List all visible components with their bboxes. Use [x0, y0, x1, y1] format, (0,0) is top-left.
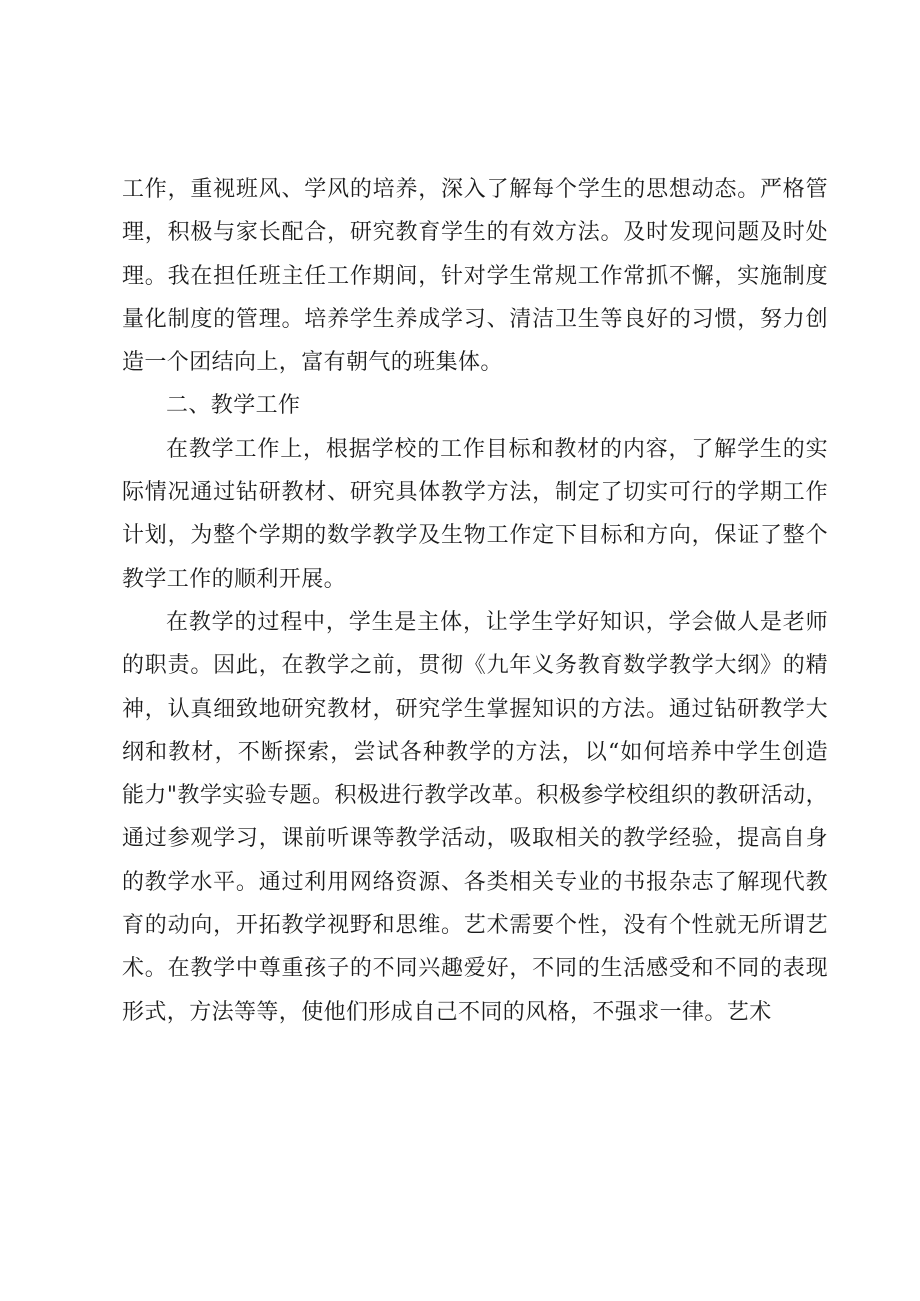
paragraph-teaching-plan: 在教学工作上，根据学校的工作目标和教材的内容，了解学生的实际情况通过钻研教材、研究具体教学方法，制定了切实可行的学期工作计划，为整个学期的数学教学及生物工作定下目标和方向，保证了整个教学工作的顺利开展。: [122, 436, 828, 592]
section-heading-teaching-work: 二、教学工作: [166, 393, 301, 419]
document-body: [122, 168, 828, 1034]
paragraph-class-management: 工作，重视班风、学风的培养，深入了解每个学生的思想动态。严格管理，积极与家长配合，研究教育学生的有效方法。及时发现问题及时处理。我在担任班主任工作期间，针对学生常规工作常抓不懈，实施制度量化制度的管理。培养学生养成学习、清洁卫生等良好的习惯，努力创造一个团结向上，富有朝气的班集体。: [122, 177, 828, 376]
paragraph-teaching-process: 在教学的过程中，学生是主体，让学生学好知识，学会做人是老师的职责。因此，在教学之前，贯彻《九年义务教育数学教学大纲》的精神，认真细致地研究教材，研究学生掌握知识的方法。通过钻研教学大纲和教材，不断探索，尝试各种教学的方法，以“如何培养中学生创造能力"教学实验专题。积极进行教学改革。积极参学校组织的教研活动，通过参观学习，课前听课等教学活动，吸取相关的教学经验，提高自身的教学水平。通过利用网络资源、各类相关专业的书报杂志了解现代教育的动向，开拓教学视野和思维。艺术需要个性，没有个性就无所谓艺术。在教学中尊重孩子的不同兴趣爱好，不同的生活感受和不同的表现形式，方法等等，使他们形成自己不同的风格，不强求一律。艺术: [122, 609, 828, 1025]
